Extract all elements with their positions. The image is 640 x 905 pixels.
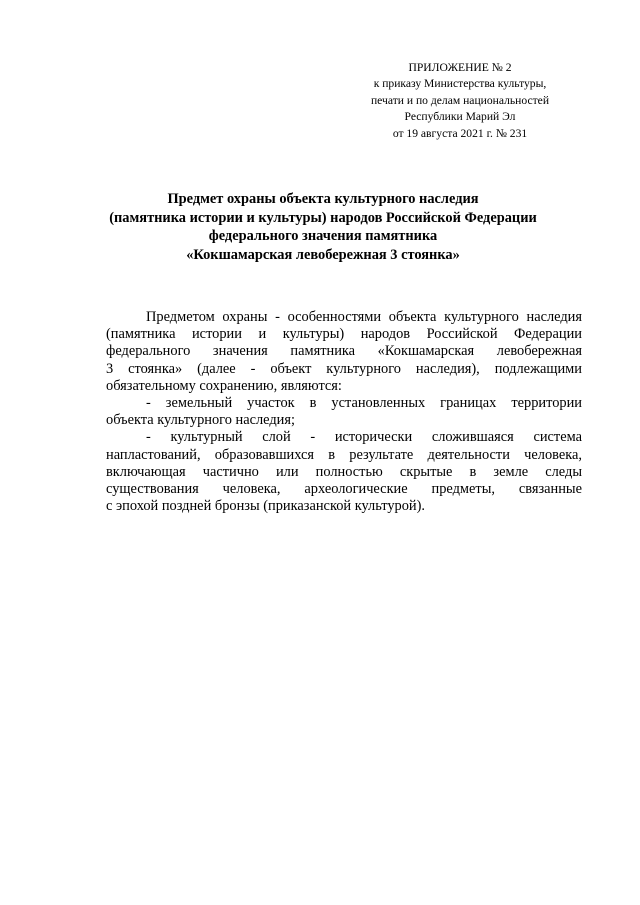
- title-line: «Кокшамарская левобережная 3 стоянка»: [186, 246, 460, 263]
- title-line: федерального значения памятника: [208, 228, 438, 245]
- appendix-republic: Республики Марий Эл: [404, 110, 516, 124]
- body-line: федерального значения памятника «Кокшамарская левобережная: [106, 343, 582, 360]
- body-line: существования человека, археологические предметы, связанные: [106, 480, 582, 497]
- appendix-date: от 19 августа 2021 г. № 231: [392, 126, 528, 140]
- appendix-number: ПРИЛОЖЕНИЕ № 2: [408, 61, 512, 74]
- body-line: 3 стоянка» (далее - объект культурного наследия), подлежащими: [106, 360, 582, 377]
- title-line: (памятника истории и культуры) народов Российской Федерации: [109, 209, 537, 226]
- body-line: - земельный участок в установленных границах территории: [146, 394, 582, 411]
- body-line: (памятника истории и культуры) народов Российской Федерации: [106, 326, 582, 343]
- appendix-header: [340, 60, 580, 142]
- appendix-ministry: печати и по делам национальностей: [370, 93, 550, 107]
- document-body: [106, 309, 582, 515]
- body-line: включающая частично или полностью скрытые в земле следы: [106, 463, 582, 480]
- body-line: с эпохой поздней бронзы (приказанской культурой).: [106, 498, 426, 515]
- document-title: [80, 190, 566, 264]
- paragraph-intro: [106, 309, 582, 395]
- appendix-order-ref: к приказу Министерства культуры,: [373, 77, 547, 91]
- paragraph-cultural-layer: [106, 429, 582, 515]
- title-line: Предмет охраны объекта культурного наследия: [167, 191, 479, 207]
- body-line: напластований, образовавшихся в результате деятельности человека,: [106, 446, 582, 463]
- paragraph-land-plot: [106, 395, 582, 429]
- body-line: - культурный слой - исторически сложившаяся система: [146, 429, 582, 446]
- body-line: Предметом охраны - особенностями объекта культурного наследия: [146, 309, 582, 325]
- body-line: обязательному сохранению, являются:: [106, 377, 342, 394]
- body-line: объекта культурного наследия;: [106, 412, 296, 429]
